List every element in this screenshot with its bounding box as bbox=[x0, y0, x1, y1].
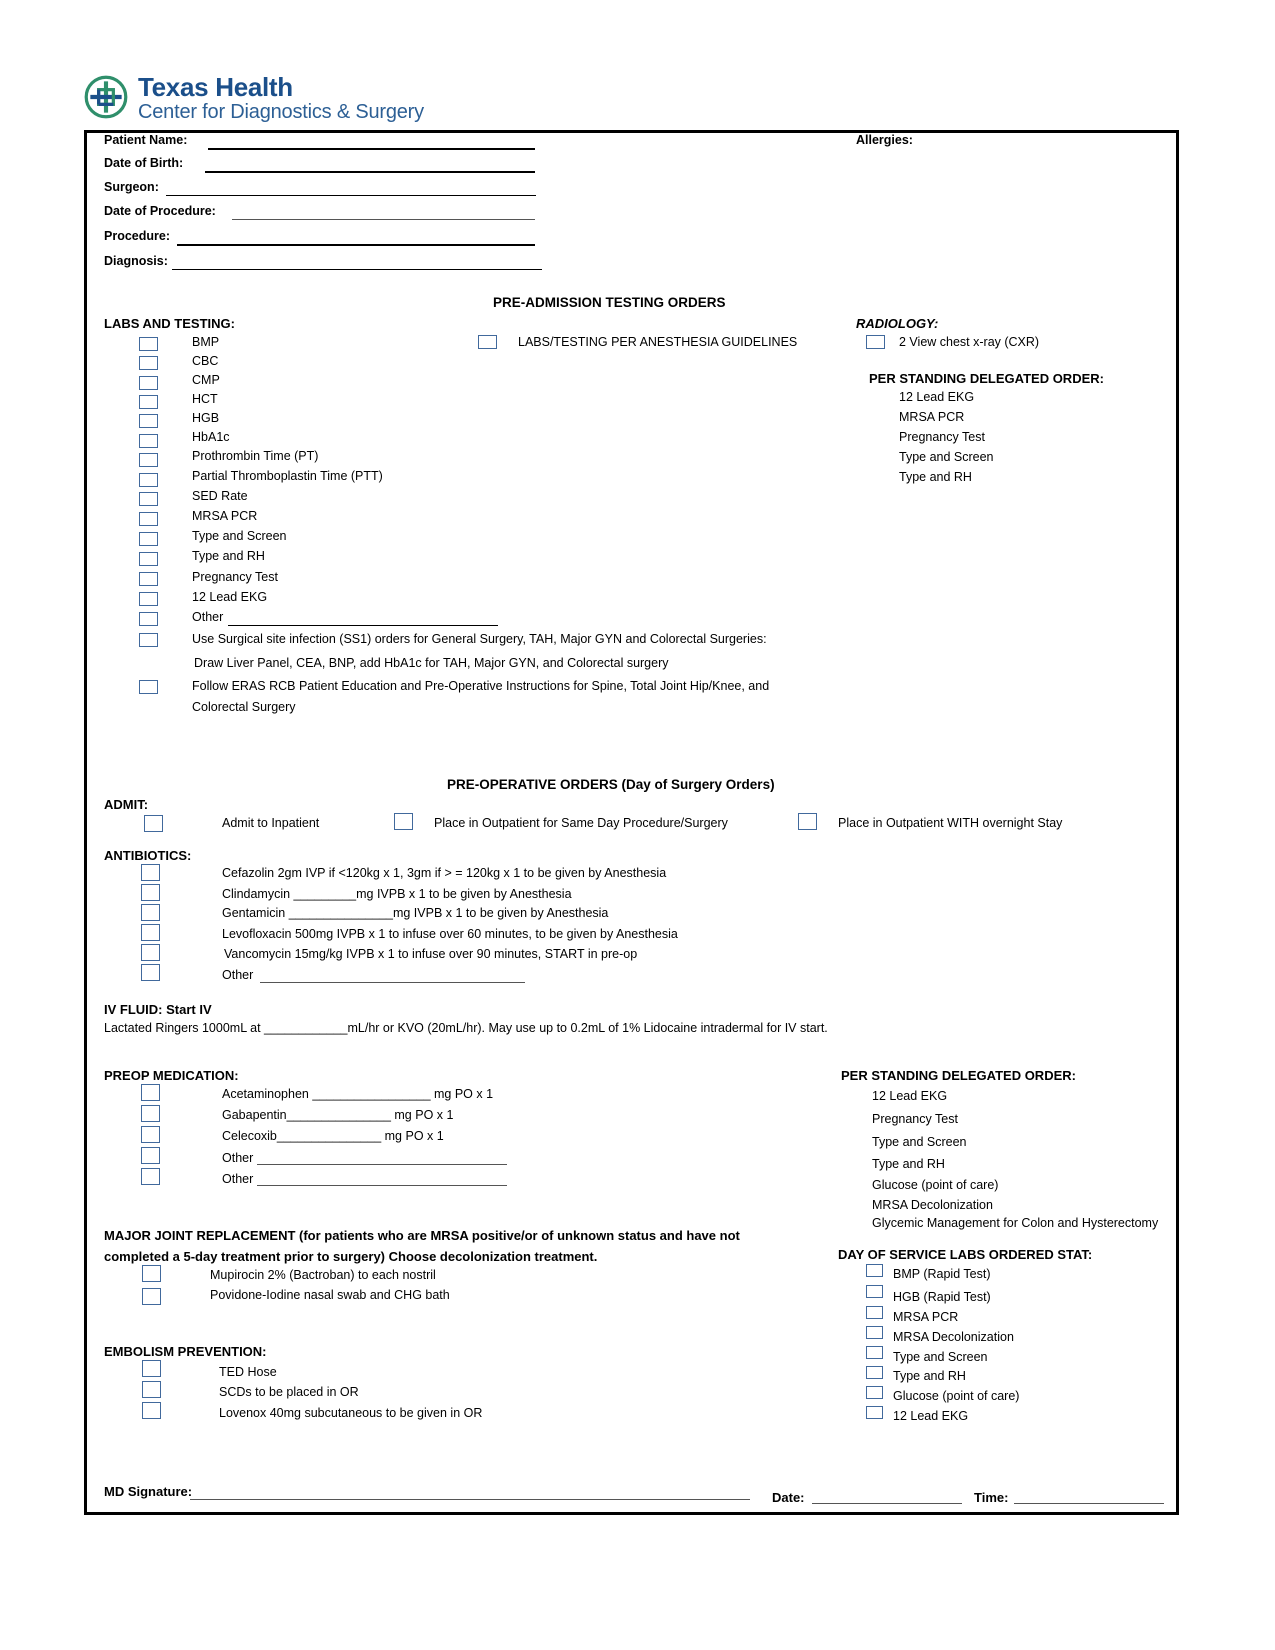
dos-item-label: MRSA PCR bbox=[893, 1310, 959, 1324]
preop-standing-item: Pregnancy Test bbox=[872, 1112, 958, 1126]
checkbox-lab-hct[interactable] bbox=[139, 395, 158, 409]
checkbox-dos-12-lead-ekg[interactable] bbox=[866, 1406, 883, 1419]
preop-med-item-label: Acetaminophen _________________ mg PO x 1 bbox=[222, 1087, 494, 1101]
footer-time-input[interactable] bbox=[1014, 1503, 1164, 1504]
checkbox-mupirocin[interactable] bbox=[142, 1265, 161, 1282]
embolism-item-label: TED Hose bbox=[219, 1365, 277, 1379]
pat-standing-order-heading: PER STANDING DELEGATED ORDER: bbox=[869, 371, 1104, 386]
checkbox-dos-type-and-screen[interactable] bbox=[866, 1346, 883, 1359]
dos-item-label: Type and Screen bbox=[893, 1350, 988, 1364]
mjr-item-label: Povidone-Iodine nasal swab and CHG bath bbox=[210, 1288, 450, 1302]
antibiotic-item-label: Vancomycin 15mg/kg IVPB x 1 to infuse over 90 minutes, START in pre-op bbox=[224, 947, 638, 961]
md-signature-label: MD Signature: bbox=[104, 1484, 193, 1499]
procedure-label: Procedure: bbox=[104, 229, 170, 243]
checkbox-antibiotic-other[interactable] bbox=[141, 964, 160, 981]
lab-item-label: MRSA PCR bbox=[192, 509, 258, 523]
diagnosis-input[interactable] bbox=[172, 269, 542, 270]
antibiotic-item-label: Other bbox=[222, 968, 254, 982]
checkbox-lab-type-and-rh[interactable] bbox=[139, 552, 158, 566]
lab-item-label: HbA1c bbox=[192, 430, 230, 444]
dos-item-label: HGB (Rapid Test) bbox=[893, 1290, 991, 1304]
checkbox-lab-prothrombin-time[interactable] bbox=[139, 453, 158, 467]
texas-health-cross-circle-logo bbox=[83, 74, 129, 120]
checkbox-lab-pregnancy-test[interactable] bbox=[139, 572, 158, 586]
dos-item-label: Glucose (point of care) bbox=[893, 1389, 1020, 1403]
pat-standing-item: Type and RH bbox=[899, 470, 972, 484]
lab-item-label: SED Rate bbox=[192, 489, 248, 503]
checkbox-antibiotic-gentamicin[interactable] bbox=[141, 904, 160, 921]
allergies-label: Allergies: bbox=[856, 133, 913, 147]
iv-fluid-text: Lactated Ringers 1000mL at ____________mL/hr or KVO (20mL/hr). May use up to 0.2mL of 1% Lidocaine intradermal for IV start. bbox=[104, 1021, 828, 1035]
checkbox-dos-hgb-rapid[interactable] bbox=[866, 1285, 883, 1298]
pat-standing-item: Pregnancy Test bbox=[899, 430, 985, 444]
lab-item-label: HCT bbox=[192, 392, 218, 406]
mjr-item-label: Mupirocin 2% (Bactroban) to each nostril bbox=[210, 1268, 436, 1282]
antibiotic-item-label: Cefazolin 2gm IVP if <120kg x 1, 3gm if > = 120kg x 1 to be given by Anesthesia bbox=[222, 866, 667, 880]
lab-item-label: BMP bbox=[192, 335, 220, 349]
antibiotic-other-input[interactable] bbox=[260, 982, 525, 983]
preop-standing-order-heading: PER STANDING DELEGATED ORDER: bbox=[841, 1068, 1076, 1083]
preop-standing-item: Glycemic Management for Colon and Hysterectomy bbox=[872, 1216, 1159, 1230]
radiology-heading: RADIOLOGY: bbox=[856, 316, 939, 331]
footer-date-input[interactable] bbox=[812, 1503, 962, 1504]
checkbox-antibiotic-vancomycin[interactable] bbox=[141, 944, 160, 961]
admit-heading: ADMIT: bbox=[104, 797, 149, 812]
day-of-service-labs-heading: DAY OF SERVICE LABS ORDERED STAT: bbox=[838, 1247, 1093, 1262]
diagnosis-label: Diagnosis: bbox=[104, 254, 168, 268]
preop-medication-heading: PREOP MEDICATION: bbox=[104, 1068, 239, 1083]
antibiotics-heading: ANTIBIOTICS: bbox=[104, 848, 192, 863]
dos-item-label: Type and RH bbox=[893, 1369, 966, 1383]
date-of-birth-label: Date of Birth: bbox=[104, 156, 184, 170]
preop-med-other-1-input[interactable] bbox=[257, 1164, 507, 1165]
preop-standing-item: Glucose (point of care) bbox=[872, 1178, 999, 1192]
checkbox-dos-mrsa-decolonization[interactable] bbox=[866, 1326, 883, 1339]
checkbox-preop-med-other-1[interactable] bbox=[141, 1147, 160, 1164]
pat-standing-item: Type and Screen bbox=[899, 450, 994, 464]
brand-name-primary: Texas Health bbox=[138, 72, 293, 102]
checkbox-lab-mrsa-pcr[interactable] bbox=[139, 512, 158, 526]
checkbox-preop-med-gabapentin[interactable] bbox=[141, 1105, 160, 1122]
patient-name-input[interactable] bbox=[208, 148, 535, 150]
pre-operative-orders-title: PRE-OPERATIVE ORDERS (Day of Surgery Orders) bbox=[447, 777, 775, 792]
preop-med-other-2-input[interactable] bbox=[257, 1185, 507, 1186]
checkbox-place-outpatient-same-day[interactable] bbox=[394, 813, 413, 830]
antibiotic-item-label: Clindamycin _________mg IVPB x 1 to be given by Anesthesia bbox=[222, 887, 572, 901]
embolism-prevention-heading: EMBOLISM PREVENTION: bbox=[104, 1344, 267, 1359]
checkbox-scds-in-or[interactable] bbox=[142, 1381, 161, 1398]
ssi-orders-line1: Use Surgical site infection (SS1) orders for General Surgery, TAH, Major GYN and Colorectal Surgeries: bbox=[192, 632, 767, 646]
checkbox-lab-hgb[interactable] bbox=[139, 414, 158, 428]
labs-per-anesthesia-guidelines-label: LABS/TESTING PER ANESTHESIA GUIDELINES bbox=[518, 335, 798, 349]
checkbox-preop-med-other-2[interactable] bbox=[141, 1168, 160, 1185]
checkbox-lovenox[interactable] bbox=[142, 1402, 161, 1419]
preop-standing-item: 12 Lead EKG bbox=[872, 1089, 948, 1103]
antibiotic-item-label: Gentamicin _______________mg IVPB x 1 to be given by Anesthesia bbox=[222, 906, 609, 920]
lab-item-label: CMP bbox=[192, 373, 220, 387]
checkbox-dos-glucose[interactable] bbox=[866, 1386, 883, 1399]
patient-name-label: Patient Name: bbox=[104, 133, 188, 147]
checkbox-admit-to-inpatient[interactable] bbox=[144, 815, 163, 832]
checkbox-lab-partial-thromboplastin-time[interactable] bbox=[139, 473, 158, 487]
checkbox-antibiotic-levofloxacin[interactable] bbox=[141, 924, 160, 941]
checkbox-preop-med-celecoxib[interactable] bbox=[141, 1126, 160, 1143]
radiology-item-label: 2 View chest x-ray (CXR) bbox=[899, 335, 1040, 349]
footer-date-label: Date: bbox=[772, 1490, 805, 1505]
checkbox-lab-other[interactable] bbox=[139, 612, 158, 626]
preop-med-item-label: Other bbox=[222, 1172, 254, 1186]
embolism-item-label: Lovenox 40mg subcutaneous to be given in OR bbox=[219, 1406, 483, 1420]
checkbox-lab-bmp[interactable] bbox=[139, 337, 158, 351]
footer-time-label: Time: bbox=[974, 1490, 1009, 1505]
lab-item-label: Partial Thromboplastin Time (PTT) bbox=[192, 469, 383, 483]
labs-and-testing-heading: LABS AND TESTING: bbox=[104, 316, 235, 331]
surgeon-label: Surgeon: bbox=[104, 180, 159, 194]
preop-standing-item: Type and RH bbox=[872, 1157, 945, 1171]
dos-item-label: 12 Lead EKG bbox=[893, 1409, 969, 1423]
admit-option-label: Place in Outpatient for Same Day Procedure/Surgery bbox=[434, 816, 728, 830]
pre-admission-testing-title: PRE-ADMISSION TESTING ORDERS bbox=[493, 295, 726, 310]
checkbox-lab-type-and-screen[interactable] bbox=[139, 532, 158, 546]
checkbox-antibiotic-clindamycin[interactable] bbox=[141, 884, 160, 901]
surgeon-input[interactable] bbox=[166, 195, 536, 196]
admit-option-label: Admit to Inpatient bbox=[222, 816, 320, 830]
major-joint-replacement-line2: completed a 5-day treatment prior to surgery) Choose decolonization treatment. bbox=[104, 1249, 598, 1264]
lab-other-input[interactable] bbox=[228, 625, 498, 626]
brand-name-secondary: Center for Diagnostics & Surgery bbox=[138, 101, 424, 123]
eras-line1: Follow ERAS RCB Patient Education and Pre-Operative Instructions for Spine, Total Joint Hip/Knee, and bbox=[192, 679, 770, 693]
iv-fluid-heading: IV FLUID: Start IV bbox=[104, 1002, 212, 1017]
date-of-procedure-label: Date of Procedure: bbox=[104, 204, 216, 218]
lab-item-label: CBC bbox=[192, 354, 219, 368]
date-of-procedure-input[interactable] bbox=[232, 219, 535, 220]
dos-item-label: MRSA Decolonization bbox=[893, 1330, 1014, 1344]
preop-med-item-label: Celecoxib_______________ mg PO x 1 bbox=[222, 1129, 444, 1143]
brand-logo bbox=[83, 72, 424, 122]
lab-item-label: Type and RH bbox=[192, 549, 265, 563]
preop-standing-item: Type and Screen bbox=[872, 1135, 967, 1149]
date-of-birth-input[interactable] bbox=[205, 171, 535, 173]
lab-item-label: Prothrombin Time (PT) bbox=[192, 449, 319, 463]
checkbox-dos-mrsa-pcr[interactable] bbox=[866, 1306, 883, 1319]
checkbox-antibiotic-cefazolin[interactable] bbox=[141, 864, 160, 881]
preop-med-item-label: Gabapentin_______________ mg PO x 1 bbox=[222, 1108, 454, 1122]
lab-item-label: 12 Lead EKG bbox=[192, 590, 268, 604]
checkbox-dos-type-and-rh[interactable] bbox=[866, 1366, 883, 1379]
procedure-input[interactable] bbox=[177, 244, 535, 246]
checkbox-lab-sed-rate[interactable] bbox=[139, 492, 158, 506]
md-signature-input[interactable] bbox=[190, 1499, 750, 1500]
antibiotic-item-label: Levofloxacin 500mg IVPB x 1 to infuse over 60 minutes, to be given by Anesthesia bbox=[222, 927, 678, 941]
lab-item-label: Other bbox=[192, 610, 224, 624]
checkbox-labs-per-anesthesia-guidelines[interactable] bbox=[478, 335, 497, 349]
checkbox-ssi-orders[interactable] bbox=[139, 633, 158, 647]
major-joint-replacement-line1: MAJOR JOINT REPLACEMENT (for patients who are MRSA positive/or of unknown status and have not bbox=[104, 1228, 740, 1243]
checkbox-lab-12-lead-ekg[interactable] bbox=[139, 592, 158, 606]
ssi-orders-line2: Draw Liver Panel, CEA, BNP, add HbA1c for TAH, Major GYN, and Colorectal surgery bbox=[194, 656, 669, 670]
checkbox-place-outpatient-overnight[interactable] bbox=[798, 813, 817, 830]
checkbox-lab-cmp[interactable] bbox=[139, 376, 158, 390]
checkbox-radiology-chest-xray[interactable] bbox=[866, 335, 885, 349]
embolism-item-label: SCDs to be placed in OR bbox=[219, 1385, 359, 1399]
lab-item-label: HGB bbox=[192, 411, 220, 425]
dos-item-label: BMP (Rapid Test) bbox=[893, 1267, 991, 1281]
pat-standing-item: 12 Lead EKG bbox=[899, 390, 975, 404]
lab-item-label: Type and Screen bbox=[192, 529, 287, 543]
preop-med-item-label: Other bbox=[222, 1151, 254, 1165]
checkbox-dos-bmp-rapid[interactable] bbox=[866, 1264, 883, 1277]
admit-option-label: Place in Outpatient WITH overnight Stay bbox=[838, 816, 1063, 830]
eras-line2: Colorectal Surgery bbox=[192, 700, 296, 714]
checkbox-eras-instructions[interactable] bbox=[139, 680, 158, 694]
preop-standing-item: MRSA Decolonization bbox=[872, 1198, 993, 1212]
checkbox-preop-med-acetaminophen[interactable] bbox=[141, 1084, 160, 1101]
checkbox-ted-hose[interactable] bbox=[142, 1360, 161, 1377]
checkbox-lab-hba1c[interactable] bbox=[139, 434, 158, 448]
checkbox-lab-cbc[interactable] bbox=[139, 356, 158, 370]
checkbox-povidone-iodine[interactable] bbox=[142, 1288, 161, 1305]
pat-standing-item: MRSA PCR bbox=[899, 410, 965, 424]
lab-item-label: Pregnancy Test bbox=[192, 570, 278, 584]
